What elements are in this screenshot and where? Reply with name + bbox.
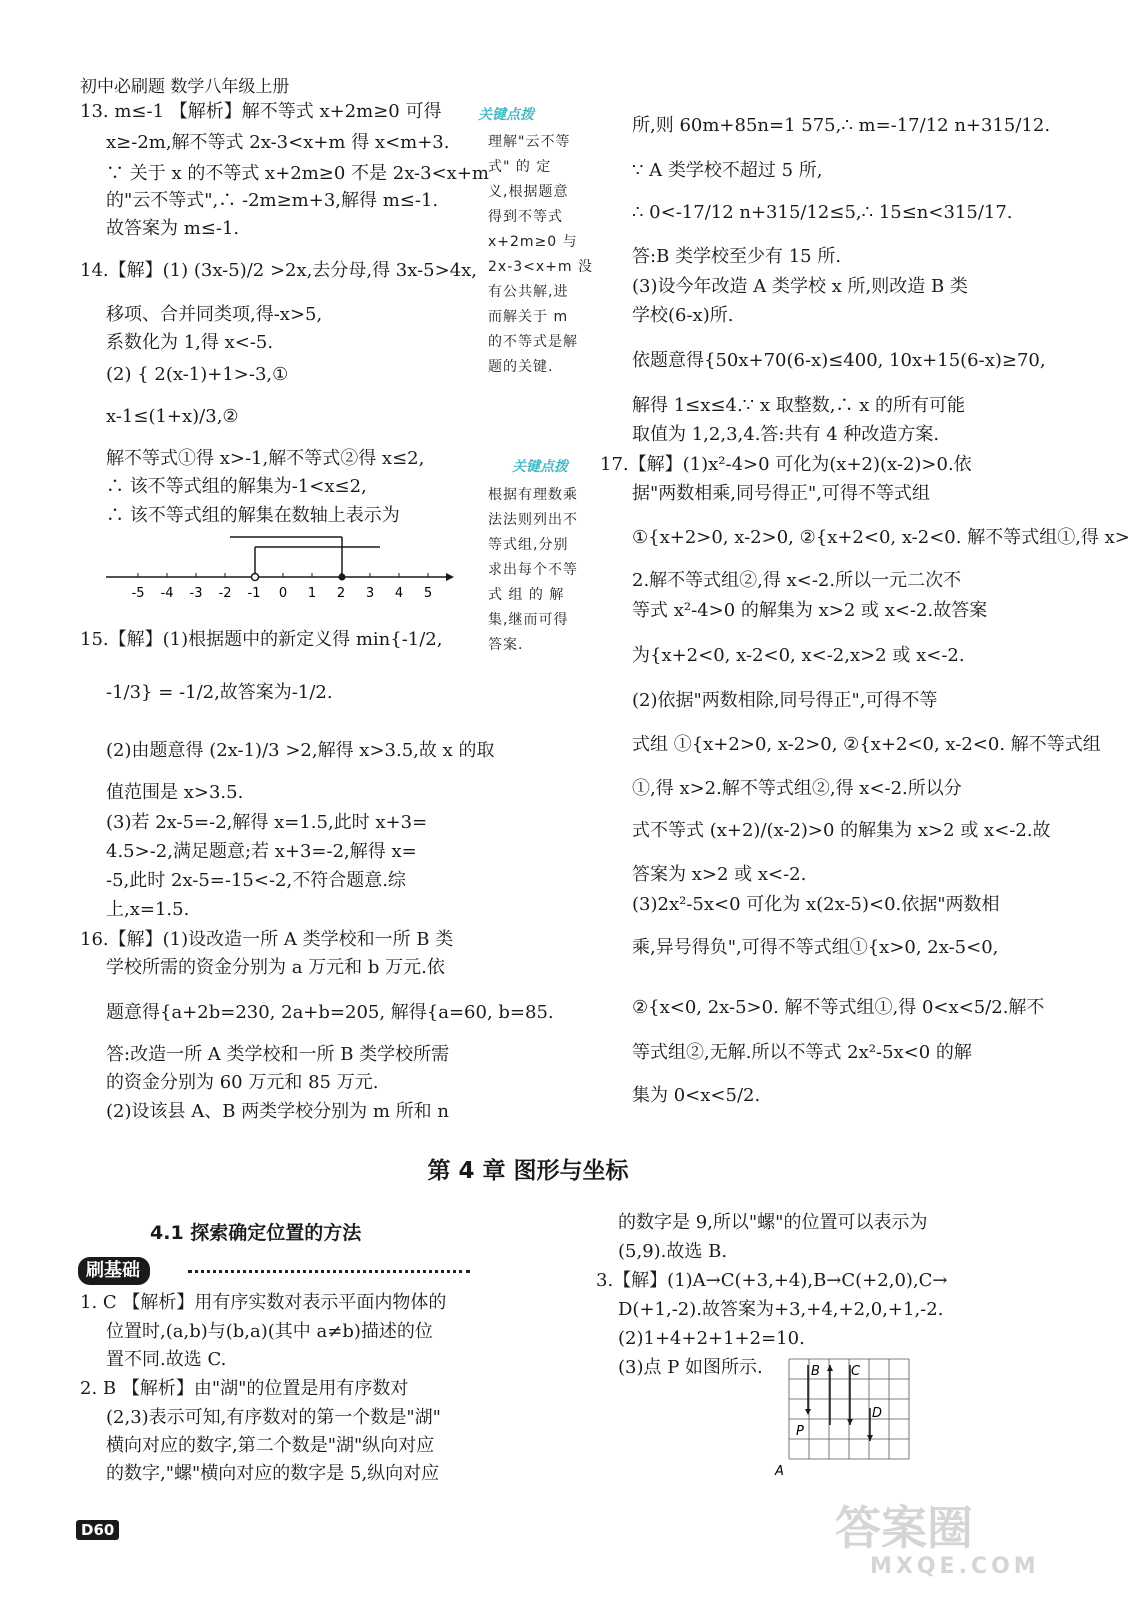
side-note-line: 有公共解,进 [488, 284, 569, 300]
text-line: 的数字是 9,所以"螺"的位置可以表示为 [618, 1212, 928, 1233]
text-line: 集为 0<x<5/2. [632, 1085, 761, 1106]
tick-label: 3 [365, 586, 375, 601]
grid-figure [775, 1353, 900, 1478]
grid-label: B [811, 1364, 820, 1379]
text-line: 13. m≤-1 【解析】解不等式 x+2m≥0 可得 [80, 101, 442, 122]
text-line: (3)点 P 如图所示. [618, 1357, 763, 1378]
tick-label: -5 [131, 586, 145, 601]
side-note-line: 义,根据题意 [488, 184, 569, 200]
text-line: (3)若 2x-5=-2,解得 x=1.5,此时 x+3= [106, 812, 428, 833]
text-line: ∴ 0<-17/12 n+315/12≤5,∴ 15≤n<315/17. [632, 202, 1013, 223]
text-line: 值范围是 x>3.5. [106, 782, 244, 803]
tick-label: 0 [278, 586, 288, 601]
text-line: -1/3} = -1/2,故答案为-1/2. [106, 682, 333, 703]
text-line: 1. C 【解析】用有序实数对表示平面内物体的 [80, 1292, 447, 1313]
text-line: 2.解不等式组②,得 x<-2.所以一元二次不 [632, 570, 962, 591]
side-note-line: 式" 的 定 [488, 159, 552, 175]
number-line-arrow [446, 573, 454, 581]
text-line: x≥-2m,解不等式 2x-3<x+m 得 x<m+3. [106, 132, 450, 153]
side-note-line: 法法则列出不 [488, 512, 578, 528]
text-line: D(+1,-2).故答案为+3,+4,+2,0,+1,-2. [618, 1299, 944, 1320]
text-line: 题意得{a+2b=230, 2a+b=205, 解得{a=60, b=85. [106, 1002, 554, 1023]
text-line: (3)2x²-5x<0 可化为 x(2x-5)<0.依据"两数相 [632, 894, 1000, 915]
text-line: 答:改造一所 A 类学校和一所 B 类学校所需 [106, 1044, 450, 1065]
text-line: 解不等式①得 x>-1,解不等式②得 x≤2, [106, 448, 425, 469]
text-line: 的数字,"螺"横向对应的数字是 5,纵向对应 [106, 1463, 440, 1484]
text-line: ∵ A 类学校不超过 5 所, [632, 160, 823, 181]
arrow-head [805, 1409, 811, 1415]
text-line: 解得 1≤x≤4.∵ x 取整数,∴ x 的所有可能 [632, 395, 966, 416]
text-line: 14.【解】(1) (3x-5)/2 >2x,去分母,得 3x-5>4x, [80, 260, 478, 281]
text-line: 3.【解】(1)A→C(+3,+4),B→C(+2,0),C→ [596, 1270, 948, 1291]
tick-label: -2 [218, 586, 232, 601]
text-line: 上,x=1.5. [106, 899, 190, 920]
text-line: 取值为 1,2,3,4.答:共有 4 种改造方案. [632, 424, 940, 445]
text-line: -5,此时 2x-5=-15<-2,不符合题意.综 [106, 870, 406, 891]
text-line: 位置时,(a,b)与(b,a)(其中 a≠b)描述的位 [106, 1321, 433, 1342]
text-line: (2)1+4+2+1+2=10. [618, 1328, 805, 1349]
arrow-head [867, 1435, 873, 1441]
side-note-line: 的不等式是解 [488, 334, 578, 350]
text-line: 17.【解】(1)x²-4>0 可化为(x+2)(x-2)>0.依 [600, 454, 972, 475]
text-line: 依题意得{50x+70(6-x)≤400, 10x+15(6-x)≥70, [632, 350, 1046, 371]
text-line: 的"云不等式",∴ -2m≥m+3,解得 m≤-1. [106, 190, 439, 211]
key-point-badge: 关键点拨 [478, 107, 534, 123]
text-line: (2)由题意得 (2x-1)/3 >2,解得 x>3.5,故 x 的取 [106, 740, 495, 761]
tick-label: 5 [423, 586, 433, 601]
text-line: ①{x+2>0, x-2>0, ②{x+2<0, x-2<0. 解不等式组①,得 x> [632, 527, 1130, 548]
text-line: 据"两数相乘,同号得正",可得不等式组 [632, 483, 931, 504]
text-line: 故答案为 m≤-1. [106, 218, 240, 239]
open-point-minus-one [252, 574, 259, 581]
dotted-divider [188, 1270, 470, 1273]
text-line: (2)依据"两数相除,同号得正",可得不等 [632, 690, 938, 711]
side-note-line: 式 组 的 解 [488, 587, 565, 603]
text-line: ∵ 关于 x 的不等式 x+2m≥0 不是 2x-3<x+m [106, 163, 489, 184]
side-note-line: 等式组,分别 [488, 537, 569, 553]
arrow-head [847, 1419, 853, 1425]
text-line: 答:B 类学校至少有 15 所. [632, 246, 842, 267]
watermark-url: MXQE.COM [870, 1554, 1040, 1579]
text-line: 4.5>-2,满足题意;若 x+3=-2,解得 x= [106, 841, 417, 862]
text-line: 等式 x²-4>0 的解集为 x>2 或 x<-2.故答案 [632, 600, 988, 621]
side-note-line: 求出每个不等 [488, 562, 578, 578]
text-line: 乘,异号得负",可得不等式组①{x>0, 2x-5<0, [632, 937, 999, 958]
text-line: 式不等式 (x+2)/(x-2)>0 的解集为 x>2 或 x<-2.故 [632, 820, 1051, 841]
side-note-line: 题的关键. [488, 359, 554, 375]
basic-practice-badge: 刷基础 [78, 1257, 150, 1285]
page-header: 初中必刷题 数学八年级上册 [80, 77, 290, 97]
text-line: 置不同.故选 C. [106, 1349, 227, 1370]
text-line: 15.【解】(1)根据题中的新定义得 min{-1/2, [80, 629, 443, 650]
text-line: (2) { 2(x-1)+1>-3,① [106, 364, 289, 385]
text-line: 等式组②,无解.所以不等式 2x²-5x<0 的解 [632, 1042, 972, 1063]
text-line: (5,9).故选 B. [618, 1241, 728, 1262]
tick-label: -4 [160, 586, 174, 601]
text-line: (2,3)表示可知,有序数对的第一个数是"湖" [106, 1407, 441, 1428]
text-line: 系数化为 1,得 x<-5. [106, 332, 274, 353]
text-line: 所,则 60m+85n=1 575,∴ m=-17/12 n+315/12. [632, 115, 1051, 136]
key-point-badge: 关键点拨 [512, 459, 568, 475]
text-line: x-1≤(1+x)/3,② [106, 406, 239, 427]
grid-label: P [796, 1424, 804, 1439]
text-line: 式组 ①{x+2>0, x-2>0, ②{x+2<0, x-2<0. 解不等式组 [632, 734, 1101, 755]
text-line: 横向对应的数字,第二个数是"湖"纵向对应 [106, 1435, 435, 1456]
arrow-head [827, 1365, 833, 1371]
side-note-line: 集,继而可得 [488, 612, 569, 628]
text-line: ∴ 该不等式组的解集在数轴上表示为 [106, 505, 400, 526]
text-line: 移项、合并同类项,得-x>5, [106, 304, 323, 325]
text-line: 的资金分别为 60 万元和 85 万元. [106, 1072, 379, 1093]
side-note-line: 2x-3<x+m 没 [488, 259, 593, 275]
side-note-line: 根据有理数乘 [488, 487, 578, 503]
text-line: (2)设该县 A、B 两类学校分别为 m 所和 n [106, 1101, 449, 1122]
tick-label: -1 [247, 586, 261, 601]
page-number: D60 [76, 1520, 119, 1540]
side-note-line: x+2m≥0 与 [488, 234, 578, 250]
section-title: 4.1 探索确定位置的方法 [150, 1222, 362, 1244]
tick-label: 4 [394, 586, 404, 601]
number-line [100, 527, 460, 607]
grid-label: D [872, 1406, 883, 1421]
grid-label: C [851, 1364, 861, 1379]
text-line: ∴ 该不等式组的解集为-1<x≤2, [106, 476, 367, 497]
text-line: (3)设今年改造 A 类学校 x 所,则改造 B 类 [632, 276, 968, 297]
grid-label: A [775, 1464, 784, 1479]
watermark-logo: 答案圈 [835, 1501, 973, 1555]
side-note-line: 得到不等式 [488, 209, 563, 225]
text-line: 2. B 【解析】由"湖"的位置是用有序数对 [80, 1378, 409, 1399]
chapter-title: 第 4 章 图形与坐标 [427, 1158, 629, 1184]
solid-point-two [339, 574, 346, 581]
side-note-line: 而解关于 m [488, 309, 569, 325]
side-note-line: 答案. [488, 637, 524, 653]
tick-label: 2 [336, 586, 346, 601]
text-line: 学校(6-x)所. [632, 305, 734, 326]
text-line: 答案为 x>2 或 x<-2. [632, 864, 807, 885]
side-note-line: 理解"云不等 [488, 134, 571, 150]
text-line: 学校所需的资金分别为 a 万元和 b 万元.依 [106, 957, 445, 978]
tick-label: -3 [189, 586, 203, 601]
text-line: 16.【解】(1)设改造一所 A 类学校和一所 B 类 [80, 929, 454, 950]
text-line: ②{x<0, 2x-5>0. 解不等式组①,得 0<x<5/2.解不 [632, 997, 1045, 1018]
tick-label: 1 [307, 586, 317, 601]
text-line: ①,得 x>2.解不等式组②,得 x<-2.所以分 [632, 778, 962, 799]
text-line: 为{x+2<0, x-2<0, x<-2,x>2 或 x<-2. [632, 645, 965, 666]
